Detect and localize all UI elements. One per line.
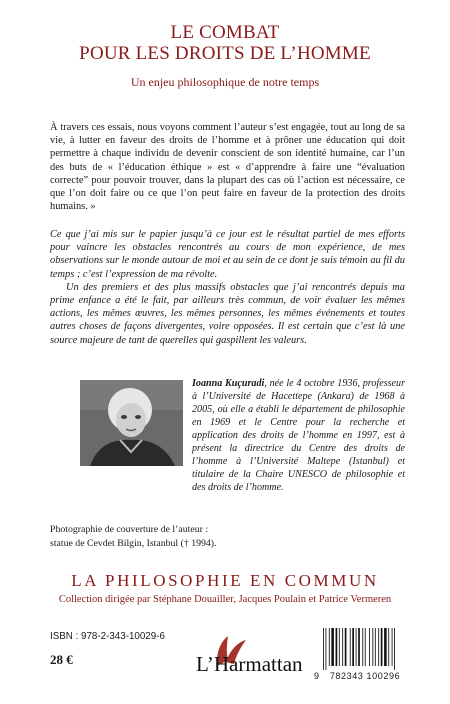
barcode-bar xyxy=(394,628,395,670)
barcode-bar xyxy=(329,628,330,666)
barcode-bar xyxy=(384,628,387,666)
barcode-bar xyxy=(369,628,370,666)
author-photo xyxy=(80,380,183,466)
title-line-2: POUR LES DROITS DE L’HOMME xyxy=(79,43,371,64)
author-name: Ioanna Kuçuradi xyxy=(192,378,265,389)
publisher-logo xyxy=(186,632,306,684)
barcode-bar xyxy=(365,628,366,666)
book-subtitle: Un enjeu philosophique de notre temps xyxy=(130,75,320,89)
barcode-bar xyxy=(350,628,351,666)
barcode-bar xyxy=(323,628,324,670)
author-bio xyxy=(192,377,405,494)
barcode-bar xyxy=(352,628,354,666)
barcode-bar xyxy=(345,628,347,666)
barcode-bar xyxy=(339,628,340,666)
book-title xyxy=(0,22,450,64)
price: 28 € xyxy=(50,652,73,667)
publisher-name: L’Harmattan xyxy=(196,652,303,676)
barcode-bar xyxy=(342,628,343,666)
title-line-1: LE COMBAT xyxy=(170,22,280,43)
isbn: ISBN : 978-2-343-10029-6 xyxy=(50,631,165,642)
photo-credit xyxy=(50,523,310,550)
barcode-bar xyxy=(326,628,327,670)
series-collection: Collection dirigée par Stéphane Douailler, Jacques Poulain et Patrice Vermeren xyxy=(58,594,392,605)
barcode-bar xyxy=(362,628,363,666)
intro-paragraph: À travers ces essais, nous voyons comment l’auteur s’est engagée, tout au long de sa vie, à lutter en faveur des droits de l’homme et à prôner une éducation qui doit permettre à chaque individu de devenir conscient de son identité humaine, car l’un des buts de « l’éducation éthique » est « d’apprendre à faire une “évaluation correcte” pour pouvoir trouver, dans la plupart des cas où l’action est nécessaire, ce que l’on doit faire ou ce que l’on peut faire en faveur de la protection des droits humains. » xyxy=(50,122,405,213)
barcode-bar xyxy=(392,628,393,666)
author-portrait-image xyxy=(80,380,183,466)
barcode-bar xyxy=(375,628,376,666)
barcode-bar xyxy=(356,628,357,666)
barcode-bar xyxy=(378,628,379,666)
author-bio-text: , née le 4 octobre 1936, professeur à l’Université de Hacettepe (Ankara) de 1968 à 2005, où elle a établi le département de philosophie en 1969 et le Centre pour la recherche et application des droits de l’homme en 1997, est à présent la directrice du Centre des droits de l’homme à l’Université Maltepe (Istanbul) et titulaire de la Chaire UNESCO de philosophie et des droits de l’homme. xyxy=(192,378,405,493)
barcode-bar xyxy=(388,628,389,666)
photo-credit-line-2: statue de Cevdet Bilgin, Istanbul († 1994). xyxy=(50,537,217,549)
barcode-bar xyxy=(358,628,360,666)
photo-credit-line-1: Photographie de couverture de l’auteur : xyxy=(50,524,209,535)
barcode-bar xyxy=(381,628,383,666)
barcode-bars xyxy=(322,628,406,670)
barcode-bar xyxy=(336,628,338,666)
series-name: LA PHILOSOPHIE EN COMMUN xyxy=(71,571,379,590)
quote-paragraph-2: Un des premiers et des plus massifs obstacles que j’ai rencontrés depuis ma prime enfance a été le fait, par ailleurs très commun, de voir évaluer les mêmes actions, les mêmes œuvres, les mêmes personnes, les mêmes événements et toutes autres choses de façons divergentes, voire opposées. Il est certain que c’est là une source majeure de tant de querelles qui gaspillent les valeurs. xyxy=(50,281,405,346)
barcode-bar xyxy=(331,628,334,666)
author-quote xyxy=(50,228,405,347)
barcode-digits: 782343 100296 xyxy=(329,671,401,681)
barcode-bar xyxy=(372,628,373,666)
quote-paragraph-1: Ce que j’ai mis sur le papier jusqu’à ce jour est le résultat partiel de mes efforts pour vaincre les obstacles rencontrés au cours de mon expérience, de mes observations sur le monde autour de moi et au sein de ce dont je suis témoin au fil du temps ; c’est l’expression de ma révolte. xyxy=(50,229,405,280)
barcode xyxy=(314,628,407,684)
barcode-lead-digit: 9 xyxy=(314,671,320,681)
